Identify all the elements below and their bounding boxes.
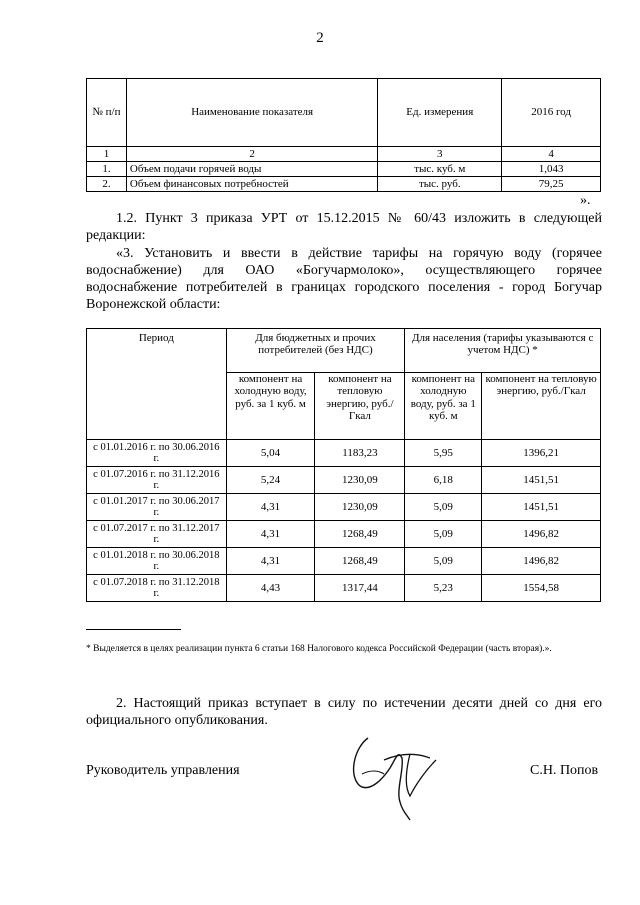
table-cell: тыс. куб. м — [378, 162, 502, 177]
table-cell: 4,31 — [226, 494, 315, 521]
header-cell-unit: Ед. измерения — [378, 79, 502, 147]
table-cell: 4,31 — [226, 521, 315, 548]
table-cell: 1496,82 — [482, 548, 601, 575]
header-cell-number: № п/п — [87, 79, 127, 147]
header-cell-budget: Для бюджетных и прочих потребителей (без НДС) — [226, 329, 405, 373]
table-cell: 1183,23 — [315, 440, 405, 467]
table-cell: 5,09 — [405, 548, 482, 575]
table-cell: 1451,51 — [482, 494, 601, 521]
table-row — [87, 177, 601, 192]
period-cell: с 01.01.2016 г. по 30.06.2016 г. — [87, 440, 227, 467]
paragraph-1-2: 1.2. Пункт 3 приказа УРТ от 15.12.2015 № 60/43 изложить в следующей редакции: — [86, 211, 602, 243]
table-row — [87, 548, 601, 575]
table-cell: Объем подачи горячей воды — [126, 162, 377, 177]
table-row — [87, 521, 601, 548]
col-number-cell: 2 — [126, 147, 377, 162]
header-cell-population: Для населения (тарифы указываются с учетом НДС) * — [405, 329, 601, 373]
table-header-row — [87, 329, 601, 373]
period-cell: с 01.01.2017 г. по 30.06.2017 г. — [87, 494, 227, 521]
indicators-table — [86, 78, 601, 192]
period-cell: с 01.01.2018 г. по 30.06.2018 г. — [87, 548, 227, 575]
page-number: 2 — [316, 30, 324, 46]
col-number-cell: 3 — [378, 147, 502, 162]
table-cell: 5,23 — [405, 575, 482, 602]
signatory-title: Руководитель управления — [86, 763, 240, 778]
paragraph-effective: 2. Настоящий приказ вступает в силу по истечении десяти дней со дня его официального опубликования. — [86, 696, 602, 728]
table-cell: тыс. руб. — [378, 177, 502, 192]
subheader-heat-energy-population: компонент на тепловую энергию, руб./Гкал — [482, 373, 601, 440]
table-cell: 1268,49 — [315, 521, 405, 548]
table-cell: 1230,09 — [315, 494, 405, 521]
table-row — [87, 467, 601, 494]
signatory-name: С.Н. Попов — [530, 763, 599, 778]
table-cell: 5,04 — [226, 440, 315, 467]
table-cell: 1,043 — [502, 162, 601, 177]
period-cell: с 01.07.2017 г. по 31.12.2017 г. — [87, 521, 227, 548]
table-header-row — [87, 79, 601, 147]
subheader-heat-energy: компонент на тепловую энергию, руб./Гкал — [315, 373, 405, 440]
col-number-cell: 4 — [502, 147, 601, 162]
paragraph-tariffs: «3. Установить и ввести в действие тарифы на горячую воду (горячее водоснабжение) для ОАО «Богучармолоко», осуществляющего горячее водоснабжение потребителей в границах городского поселения - город Богучар Воронежской области: — [86, 246, 602, 312]
table-cell: 79,25 — [502, 177, 601, 192]
table-cell: 1317,44 — [315, 575, 405, 602]
handwritten-signature — [340, 730, 450, 825]
footnote-separator — [86, 629, 181, 630]
table-cell: 1451,51 — [482, 467, 601, 494]
col-number-cell: 1 — [87, 147, 127, 162]
table-cell: 6,18 — [405, 467, 482, 494]
table-cell: 5,09 — [405, 521, 482, 548]
header-cell-indicator: Наименование показателя — [126, 79, 377, 147]
table-cell: 1554,58 — [482, 575, 601, 602]
table-cell: 4,43 — [226, 575, 315, 602]
table-row — [87, 575, 601, 602]
quote-end: ». — [580, 193, 591, 208]
table-cell: 5,95 — [405, 440, 482, 467]
period-cell: с 01.07.2016 г. по 31.12.2016 г. — [87, 467, 227, 494]
footnote: * Выделяется в целях реализации пункта 6 статьи 168 Налогового кодекса Российской Федерации (часть вторая).». — [86, 644, 552, 654]
header-cell-period: Период — [87, 329, 227, 440]
table-cell: Объем финансовых потребностей — [126, 177, 377, 192]
period-cell: с 01.07.2018 г. по 31.12.2018 г. — [87, 575, 227, 602]
tariffs-table — [86, 328, 601, 602]
table-cell: 1396,21 — [482, 440, 601, 467]
table-row — [87, 494, 601, 521]
table-cell: 1496,82 — [482, 521, 601, 548]
table-row — [87, 162, 601, 177]
header-cell-year: 2016 год — [502, 79, 601, 147]
subheader-cold-water: компонент на холодную воду, руб. за 1 куб. м — [226, 373, 315, 440]
table-cell: 5,09 — [405, 494, 482, 521]
table-cell: 1230,09 — [315, 467, 405, 494]
table-cell: 4,31 — [226, 548, 315, 575]
table-cell: 2. — [87, 177, 127, 192]
column-number-row — [87, 147, 601, 162]
subheader-cold-water-population: компонент на холодную воду, руб. за 1 куб. м — [405, 373, 482, 440]
table-row — [87, 440, 601, 467]
table-cell: 1268,49 — [315, 548, 405, 575]
table-cell: 5,24 — [226, 467, 315, 494]
table-cell: 1. — [87, 162, 127, 177]
